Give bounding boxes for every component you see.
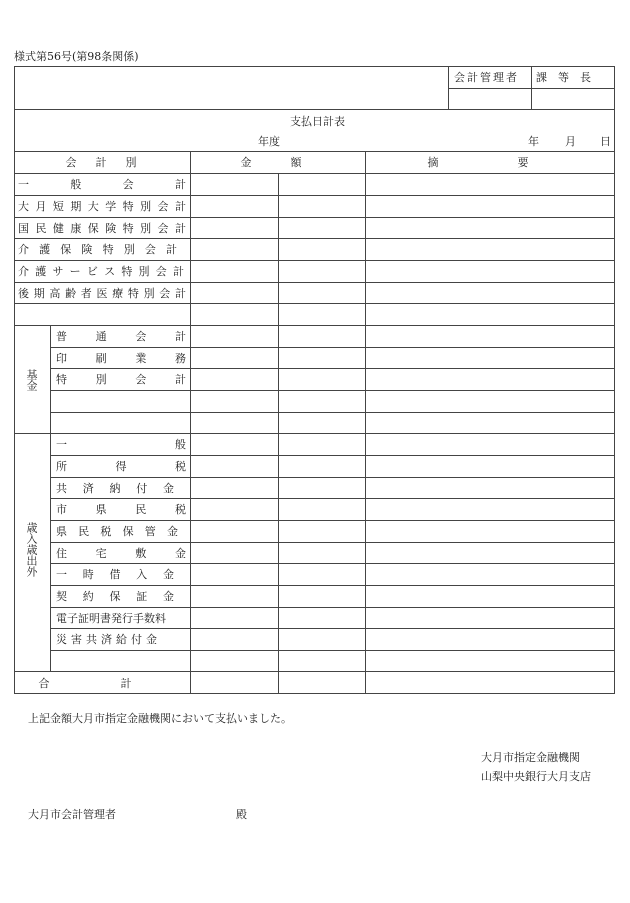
revenue-row-7: 契約保証金 [56, 590, 186, 603]
approval-chief-label: 課 等 長 [536, 71, 591, 84]
addressee: 大月市会計管理者 [28, 808, 116, 821]
approval-accountant-label: 会計管理者 [454, 71, 519, 84]
header-summary: 摘 要 [427, 156, 563, 169]
bank-line-2: 山梨中央銀行大月支店 [481, 770, 591, 783]
revenue-row-4: 県民税保管金 [56, 525, 186, 538]
fund-label: 基金 [25, 369, 38, 391]
account-row-2: 国民健康保険特別会計 [18, 222, 186, 235]
payment-statement: 上記金額大月市指定金融機関において支払いました。 [28, 712, 292, 725]
date-day: 日 [600, 135, 611, 148]
date-year: 年 [528, 135, 539, 148]
account-row-3: 介護保険特別会計 [18, 243, 186, 256]
fund-row-2: 特 別 会 計 [56, 373, 186, 386]
approval-section-chief [536, 70, 610, 84]
revenue-row-2: 共済納付金 [56, 482, 186, 495]
revenue-row-6: 一時借入金 [56, 568, 186, 581]
page-title: 支払日計表 [290, 115, 345, 128]
revenue-row-0: 一 般 [56, 438, 186, 451]
form-number: 様式第56号(第98条関係) [14, 50, 139, 63]
account-row-5: 後期高齢者医療特別会計 [18, 287, 186, 300]
fund-row-0: 普 通 会 計 [56, 330, 186, 343]
header-account: 会 計 別 [65, 156, 141, 169]
account-row-1: 大月短期大学特別会計 [18, 200, 186, 213]
account-row-4: 介護サービス特別会計 [18, 265, 186, 278]
header-amount: 金 額 [240, 156, 316, 169]
revenue-row-3: 市 県 民 税 [56, 503, 186, 516]
revenue-row-5: 住 宅 敷 金 [56, 547, 186, 560]
account-row-0: 一 般 会 計 [18, 178, 186, 191]
approval-accountant [454, 70, 527, 84]
fiscal-year: 年度 [258, 135, 280, 148]
revenue-row-8: 電子証明書発行手数料 [56, 612, 166, 625]
total-label: 合 計 [38, 677, 162, 690]
honorific: 殿 [236, 808, 247, 821]
revenue-label: 歳入歳出外 [25, 522, 38, 577]
revenue-row-1: 所 得 税 [56, 460, 186, 473]
date-month: 月 [565, 135, 576, 148]
revenue-row-9: 災害共済給付金 [56, 633, 161, 646]
fund-row-1: 印 刷 業 務 [56, 352, 186, 365]
bank-line-1: 大月市指定金融機関 [481, 751, 580, 764]
